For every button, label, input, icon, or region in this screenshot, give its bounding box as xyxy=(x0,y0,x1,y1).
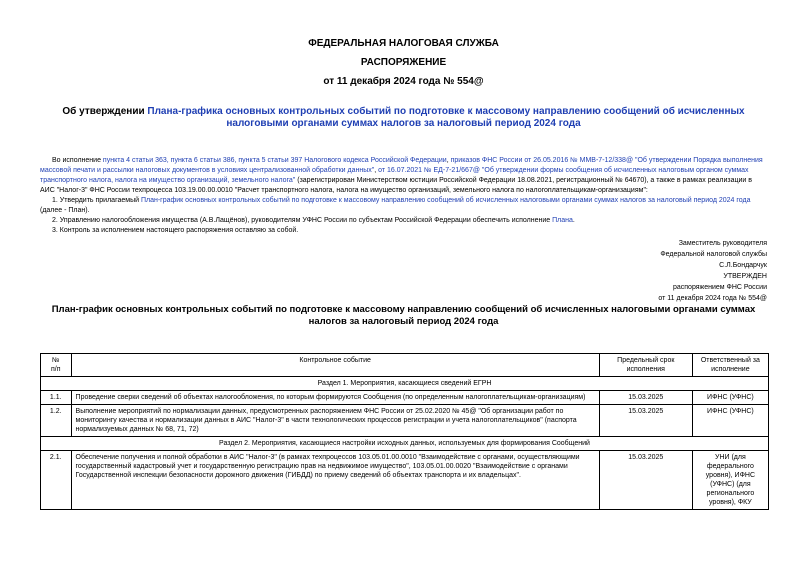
section-row xyxy=(41,437,769,451)
table-row xyxy=(41,391,769,405)
row-deadline: 15.03.2025 xyxy=(599,451,692,510)
order-667-link[interactable]: от 16.07.2021 № ЕД-7-21/667@ "Об утверждении формы сообщения об исчисленных налоговым органом суммах транспортного налога, налога на имущество организаций, земельного налога" xyxy=(40,167,749,184)
row-responsible: ИФНС (УФНС) xyxy=(692,405,768,437)
preamble-text: (зарегистрирован Министерством юстиции Российской Федерации 18.08.2021, регистрационный № 64670), а также в рамках реализации в АИС "Налог-3" ФНС России техпроцесса 103.19.00.00.0010 "Расчет транспортного налога, налога на имущество организаций, земельного налога по налогоплательщикам-организациям": xyxy=(40,177,752,194)
approval-line: УТВЕРЖДЕН xyxy=(723,273,767,280)
row-event: Проведение сверки сведений об объектах налогообложения, по которым формируются Сообщения (по определенным налогоплательщикам-организациям) xyxy=(71,391,599,405)
section-2-title: Раздел 2. Мероприятия, касающиеся настройки исходных данных, используемых для формирования Сообщений xyxy=(41,437,769,451)
item-1-text: 1. Утвердить прилагаемый xyxy=(52,197,141,204)
preamble-text: , xyxy=(446,157,451,164)
tax-code-link[interactable]: пункта 4 статьи 363, пункта 6 статьи 386, пункта 5 статьи 397 Налогового кодекса Российской Федерации xyxy=(102,157,447,164)
document-type: РАСПОРЯЖЕНИЕ xyxy=(360,57,447,68)
title-plan-link[interactable]: Плана-графика основных контрольных событий по подготовке к массовому направлению сообщений об исчисленных налоговыми органами суммах налогов за налоговый период 2024 года xyxy=(147,106,745,129)
signature-line: Заместитель руководителя xyxy=(678,240,767,247)
header-responsible: Ответственный за исполнение xyxy=(692,354,768,377)
document-date-number: от 11 декабря 2024 года № 554@ xyxy=(323,76,484,87)
row-responsible: ИФНС (УФНС) xyxy=(692,391,768,405)
item-2-text: 2. Управлению налогообложения имущества (А.В.Лащёнов), руководителям УФНС России по субъектам Российской Федерации обеспечить исполнение xyxy=(52,217,553,224)
row-event: Обеспечение получения и полной обработки в АИС "Налог-3" (в рамках техпроцессов 103.05.01.00.0010 "Взаимодействие с органами, осуществляющими государственный кадастровый учет и государственную регистрацию прав на недвижимое имущество", 103.05.01.00.0020 "Взаимодействие с органами Государственной инспекции безопасности дорожного движения (ГИБДД) по приему сведений об объектах транспорта и их владельцах". xyxy=(71,451,599,510)
row-deadline: 15.03.2025 xyxy=(599,405,692,437)
plan-link[interactable]: План-график основных контрольных событий по подготовке к массовому направлению сообщений об исчисленных налоговыми органами суммах налогов за налоговый период 2024 года xyxy=(140,197,751,204)
section-1-title: Раздел 1. Мероприятия, касающиеся сведений ЕГРН xyxy=(41,377,769,391)
table-header-row xyxy=(41,354,769,377)
plan-title: План-график основных контрольных событий по подготовке к массовому направлению сообщений об исчисленных налоговыми органами суммах налогов за налоговый период 2024 года xyxy=(51,304,756,327)
signature-line: Федеральной налоговой службы xyxy=(660,251,767,258)
table-row xyxy=(41,451,769,510)
row-responsible: УНИ (для федерального уровня), ИФНС (УФНС) (для регионального уровня), ФКУ xyxy=(692,451,768,510)
item-1-text-end: (далее - План). xyxy=(40,207,90,214)
item-2-text-end: . xyxy=(572,217,575,224)
item-1 xyxy=(40,196,768,216)
item-3: 3. Контроль за исполнением настоящего распоряжения оставляю за собой. xyxy=(52,227,299,234)
signature-line: С.Л.Бондарчук xyxy=(719,262,767,269)
plan-table xyxy=(40,353,769,510)
title-prefix: Об утверждении xyxy=(62,106,148,117)
header-event: Контрольное событие xyxy=(71,354,599,377)
agency-name: ФЕДЕРАЛЬНАЯ НАЛОГОВАЯ СЛУЖБА xyxy=(308,38,499,49)
document-body xyxy=(40,156,768,236)
signature-block xyxy=(507,238,767,304)
row-event: Выполнение мероприятий по нормализации данных, предусмотренных распоряжением ФНС России от 25.02.2020 № 45@ "Об организации работ по мониторингу качества и нормализации данных в АИС "Налог-3" в части технологических процессов регистрации и учета налогоплательщиков" (паспорта нормализуемых данных № 68, 71, 72) xyxy=(71,405,599,437)
plan-short-link[interactable]: Плана xyxy=(552,217,573,224)
row-num: 2.1. xyxy=(41,451,72,510)
table-row xyxy=(41,405,769,437)
header-deadline: Предельный срок исполнения xyxy=(599,354,692,377)
document-title xyxy=(40,106,767,130)
row-num: 1.1. xyxy=(41,391,72,405)
header-num: № п/п xyxy=(41,354,72,377)
row-num: 1.2. xyxy=(41,405,72,437)
approval-line: от 11 декабря 2024 года № 554@ xyxy=(658,295,767,302)
item-2 xyxy=(40,216,768,226)
preamble-text: Во исполнение xyxy=(52,157,103,164)
preamble-paragraph xyxy=(40,156,768,196)
section-row xyxy=(41,377,769,391)
approval-line: распоряжением ФНС России xyxy=(672,284,767,291)
row-deadline: 15.03.2025 xyxy=(599,391,692,405)
order-338-link[interactable]: приказов ФНС России от 26.05.2016 № ММВ-7-12/338@ "Об утверждении Порядка выполнения массовой печати и рассылки налоговых документов в условиях централизованной обработки данных" xyxy=(40,157,763,174)
preamble-text: , xyxy=(374,167,379,174)
